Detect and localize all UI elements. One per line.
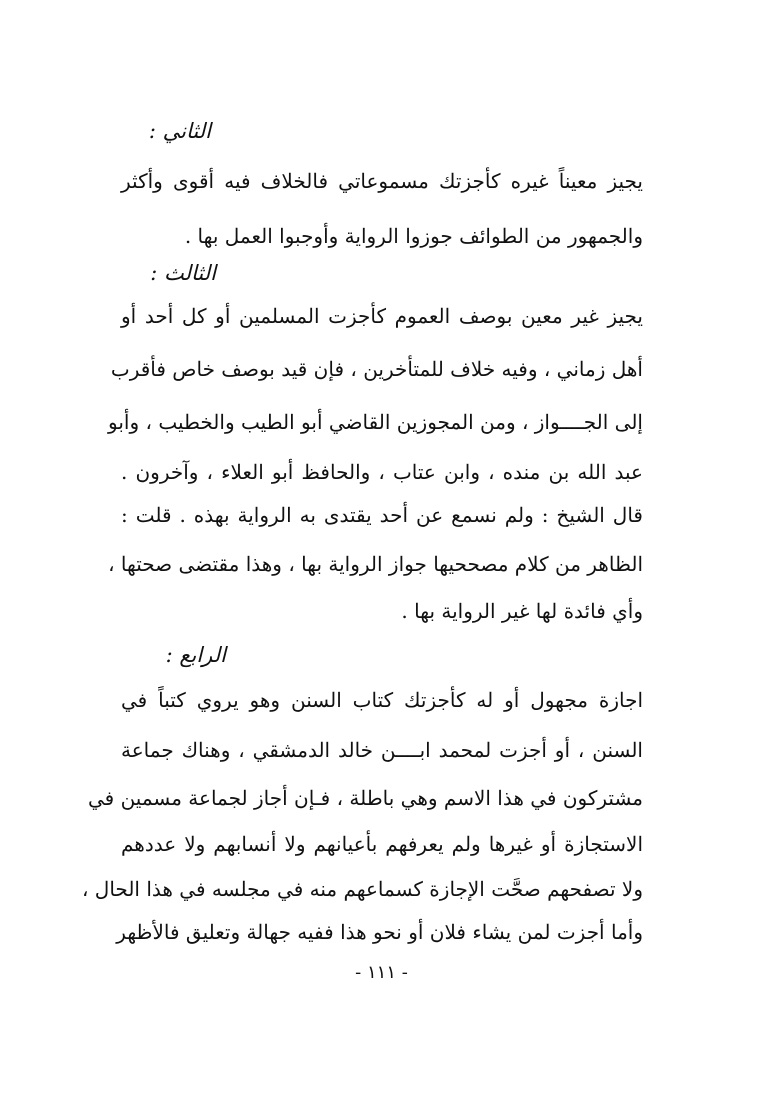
text-line: يجيز معيناً غيره كأجزتك مسموعاتي فالخلاف فيه أقوى وأكثر: [121, 169, 643, 193]
text-line: السنن ، أو أجزت لمحمد ابــــن خالد الدمشقي ، وهناك جماعة: [121, 738, 643, 762]
text-line: الاستجازة أو غيرها ولم يعرفهم بأعيانهم ولا أنسابهم ولا عددهم: [121, 832, 643, 856]
section-heading-third: الثالث :: [150, 261, 216, 285]
text-line: وأما أجزت لمن يشاء فلان أو نحو هذا ففيه جهالة وتعليق فالأظهر: [116, 920, 643, 944]
text-line: مشتركون في هذا الاسم وهي باطلة ، فـإن أجاز لجماعة مسمين في: [87, 786, 643, 810]
text-line: يجيز غير معين بوصف العموم كأجزت المسلمين أو كل أحد أو: [121, 304, 643, 328]
text-line: أهل زماني ، وفيه خلاف للمتأخرين ، فإن قيد بوصف خاص فأقرب: [110, 357, 643, 381]
text-line: وأي فائدة لها غير الرواية بها .: [401, 599, 643, 623]
text-line: إلى الجــــواز ، ومن المجوزين القاضي أبو الطيب والخطيب ، وأبو: [108, 410, 643, 434]
section-heading-fourth: الرابع :: [165, 643, 226, 667]
page-number: - ١١١ -: [355, 962, 408, 983]
section-heading-second: الثاني :: [148, 119, 211, 143]
text-line: اجازة مجهول أو له كأجزتك كتاب السنن وهو يروي كتباً في: [121, 688, 643, 712]
text-line: ولا تصفحهم صحَّت الإجازة كسماعهم منه في مجلسه في هذا الحال ،: [81, 877, 643, 901]
text-line: الظاهر من كلام مصححيها جواز الرواية بها ، وهذا مقتضى صحتها ،: [108, 552, 643, 576]
text-line: عبد الله بن منده ، وابن عتاب ، والحافظ أبو العلاء ، وآخرون .: [121, 460, 643, 484]
text-line: والجمهور من الطوائف جوزوا الرواية وأوجبوا العمل بها .: [184, 224, 643, 248]
text-line: قال الشيخ : ولم نسمع عن أحد يقتدى به الرواية بهذه . قلت :: [121, 503, 643, 527]
